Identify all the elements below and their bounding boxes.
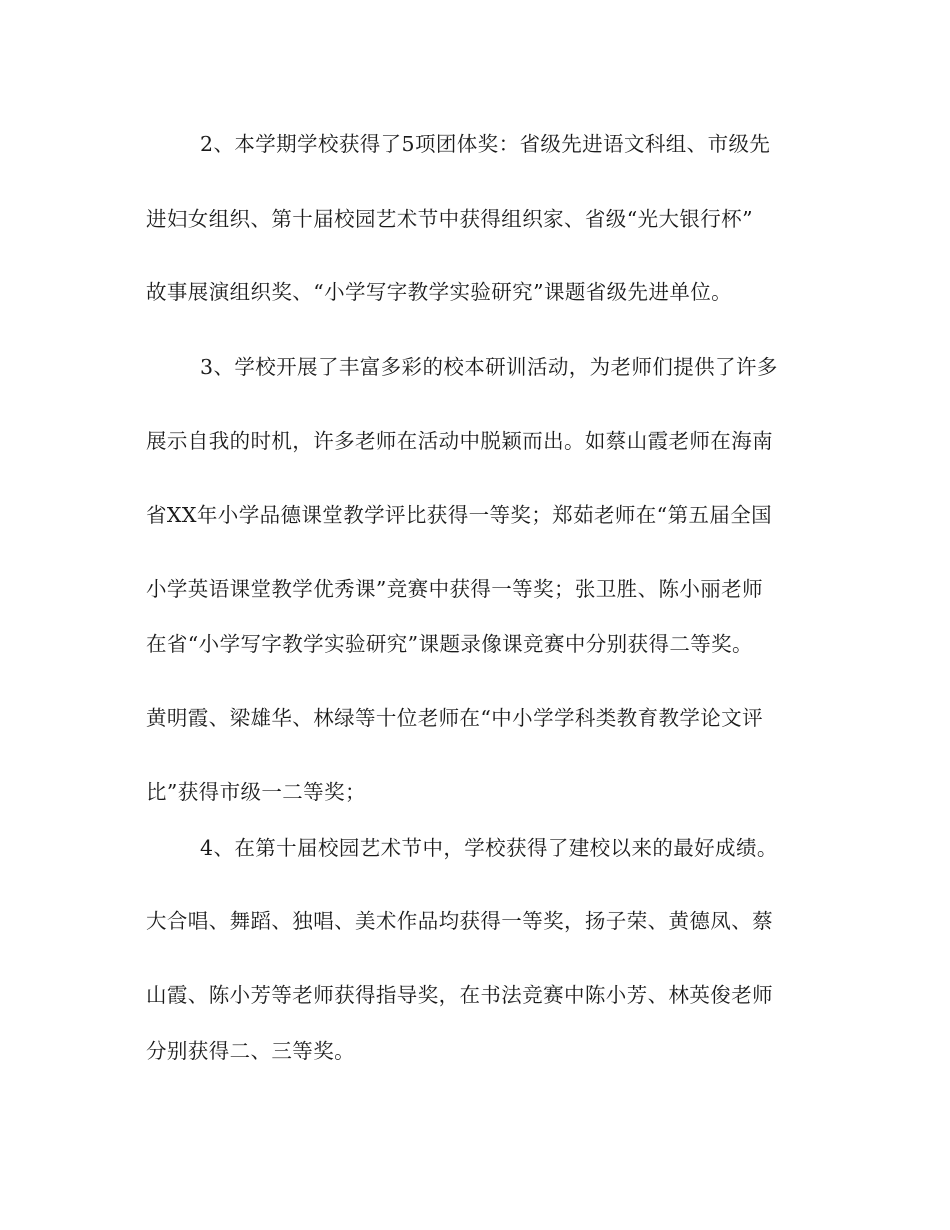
- paragraph-2-line-2: 进妇女组织、第十届校园艺术节中获得组织家、省级“光大银行杯”: [146, 207, 753, 231]
- paragraph-4-line-3: 山霞、陈小芳等老师获得指导奖，在书法竞赛中陈小芳、林英俊老师: [146, 983, 773, 1007]
- paragraph-4-line-1: 4、在第十届校园艺术节中，学校获得了建校以来的最好成绩。: [200, 836, 778, 860]
- paragraph-3-line-4: 小学英语课堂教学优秀课”竞赛中获得一等奖；张卫胜、陈小丽老师: [146, 577, 763, 601]
- paragraph-2-line-1: 2、本学期学校获得了5项团体奖：省级先进语文科组、市级先: [200, 132, 771, 156]
- paragraph-4-line-4: 分别获得二、三等奖。: [146, 1039, 355, 1063]
- paragraph-3-line-6: 黄明霞、梁雄华、林绿等十位老师在“中小学学科类教育教学论文评: [146, 706, 763, 730]
- paragraph-2-line-3: 故事展演组织奖、“小学写字教学实验研究”课题省级先进单位。: [146, 280, 733, 304]
- paragraph-3-line-5: 在省“小学写字教学实验研究”课题录像课竞赛中分别获得二等奖。: [146, 632, 753, 656]
- paragraph-4-line-2: 大合唱、舞蹈、独唱、美术作品均获得一等奖，扬子荣、黄德凤、蔡: [146, 909, 773, 933]
- paragraph-3-line-3: 省XX年小学品德课堂教学评比获得一等奖；郑茹老师在“第五届全国: [146, 503, 773, 527]
- paragraph-3-line-2: 展示自我的时机，许多老师在活动中脱颖而出。如蔡山霞老师在海南: [146, 429, 773, 453]
- paragraph-3-line-1: 3、学校开展了丰富多彩的校本研训活动，为老师们提供了许多: [200, 355, 778, 379]
- paragraph-3-line-7: 比”获得市级一二等奖；: [146, 780, 366, 804]
